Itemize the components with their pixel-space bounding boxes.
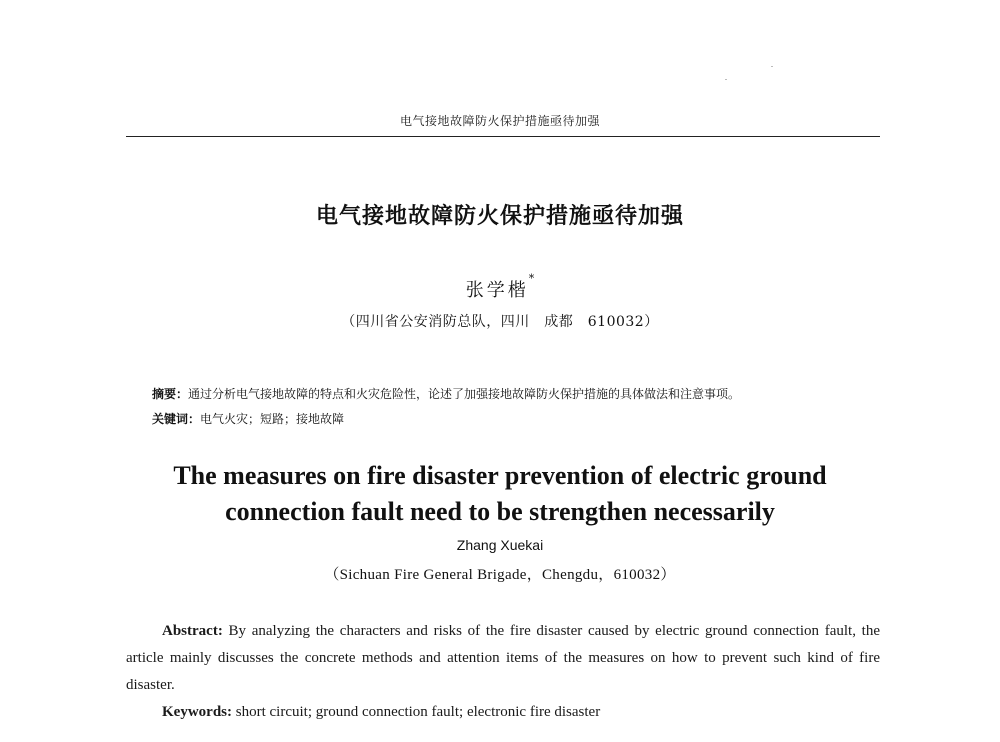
chinese-abstract xyxy=(152,384,892,404)
chinese-abstract-label: 摘要： xyxy=(152,387,189,401)
english-keywords xyxy=(162,700,880,724)
chinese-keywords-text: 电气火灾；短路；接地故障 xyxy=(200,412,345,426)
chinese-author-name: 张学楷 xyxy=(465,280,529,301)
english-author: Zhang Xuekai xyxy=(456,537,544,553)
english-title-line-2: connection fault need to be strengthen necessarily xyxy=(225,497,775,526)
english-keywords-label: Keywords: xyxy=(162,704,232,720)
author-footnote-mark: * xyxy=(528,272,535,285)
english-title xyxy=(0,458,1000,530)
chinese-affiliation: （四川省公安消防总队，四川 成都 610032） xyxy=(341,314,659,330)
english-abstract-text: By analyzing the characters and risks of the fire disaster caused by electric ground connection fault, the article mainly discusses the concrete methods and attention items of the measures on how to prevent such kind of fire disaster. xyxy=(126,623,880,693)
english-keywords-text: short circuit; ground connection fault; electronic fire disaster xyxy=(232,704,601,720)
english-affiliation: （Sichuan Fire General Brigade，Chengdu，610032） xyxy=(324,567,676,583)
running-head: 电气接地故障防火保护措施亟待加强 xyxy=(399,114,600,128)
chinese-keywords-label: 关键词： xyxy=(152,412,201,426)
english-abstract xyxy=(126,618,880,699)
chinese-keywords xyxy=(152,409,892,429)
chinese-author xyxy=(0,272,1000,302)
chinese-abstract-text: 通过分析电气接地故障的特点和火灾危险性，论述了加强接地故障防火保护措施的具体做法和注意事项。 xyxy=(188,387,741,401)
chinese-title: 电气接地故障防火保护措施亟待加强 xyxy=(315,204,684,229)
scan-speck xyxy=(725,79,727,80)
english-title-line-1: The measures on fire disaster prevention of electric ground xyxy=(173,461,827,490)
scan-speck xyxy=(771,66,773,67)
english-abstract-label: Abstract: xyxy=(162,623,223,639)
header-rule xyxy=(126,136,880,137)
